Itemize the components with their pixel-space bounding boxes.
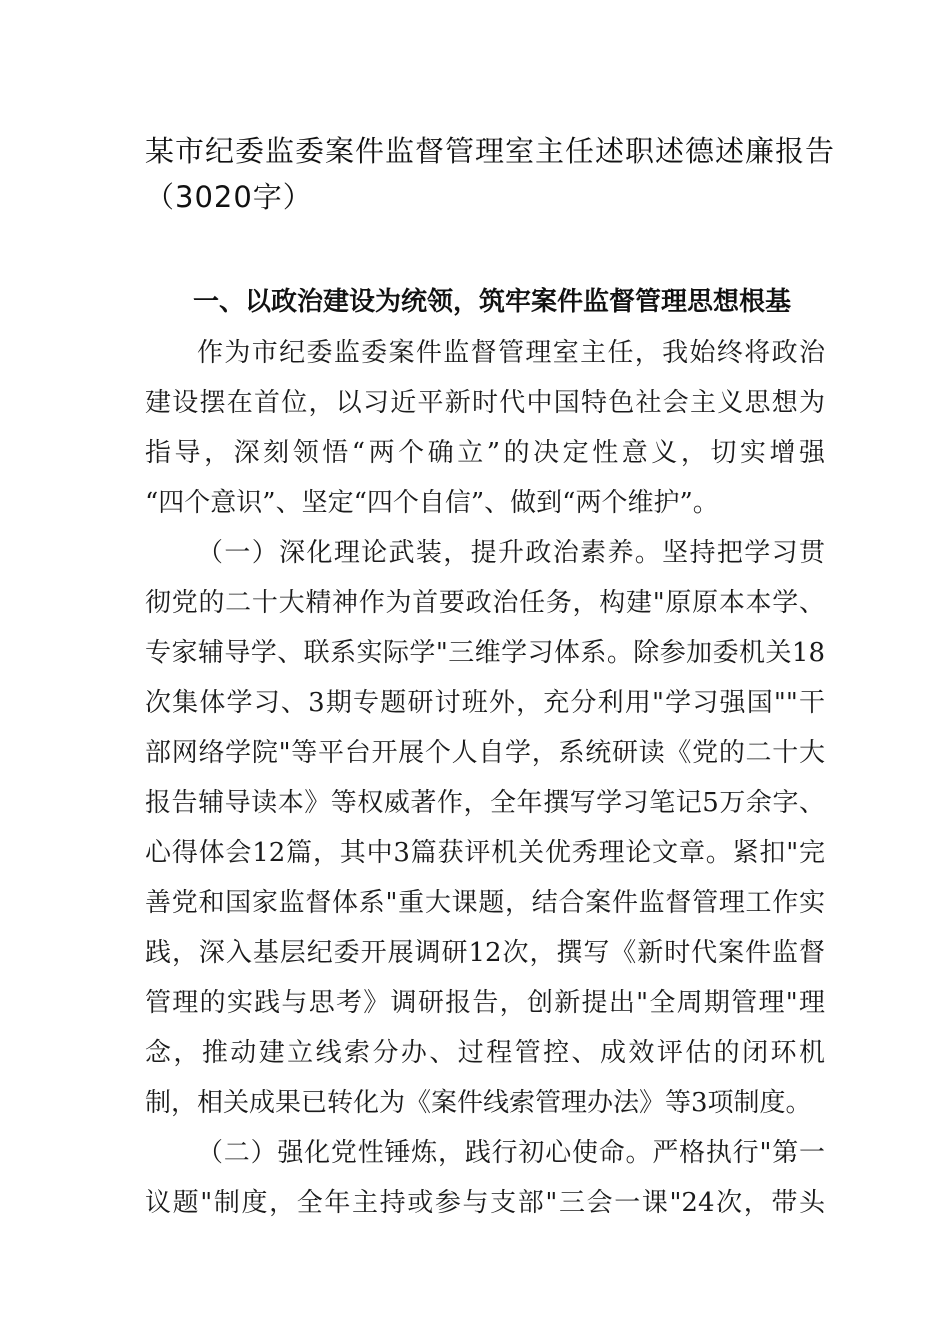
paragraph-3 [145,1128,825,1228]
paragraph-line: 践，深入基层纪委开展调研12次，撰写《新时代案件监督 [145,938,825,968]
paragraph-line: 善党和国家监督体系"重大课题，结合案件监督管理工作实 [145,888,825,918]
paragraph-line: 部网络学院"等平台开展个人自学，系统研读《党的二十大 [145,738,825,768]
paragraph-line: “四个意识”、坚定“四个自信”、做到“两个维护”。 [145,488,719,518]
paragraph-line: 彻党的二十大精神作为首要政治任务，构建"原原本本学、 [145,588,825,618]
paragraph-line: 报告辅导读本》等权威著作，全年撰写学习笔记5万余字、 [145,788,825,818]
paragraph-2 [145,528,825,1128]
paragraph-line: 指导，深刻领悟“两个确立”的决定性意义，切实增强 [145,438,825,468]
paragraph-line: 念，推动建立线索分办、过程管控、成效评估的闭环机 [145,1038,825,1068]
document-title [145,128,836,220]
paragraph-line: 管理的实践与思考》调研报告，创新提出"全周期管理"理 [145,988,825,1018]
section-heading-1: 一、以政治建设为统领，筑牢案件监督管理思想根基 [193,287,792,317]
paragraph-line: 心得体会12篇，其中3篇获评机关优秀理论文章。紧扣"完 [145,838,825,868]
paragraph-line: （一）深化理论武装，提升政治素养。坚持把学习贯 [197,538,825,568]
paragraph-line: 议题"制度，全年主持或参与支部"三会一课"24次，带头 [145,1188,825,1218]
paragraph-line: 建设摆在首位，以习近平新时代中国特色社会主义思想为 [145,388,825,418]
paragraph-line: 作为市纪委监委案件监督管理室主任，我始终将政治 [197,338,825,368]
paragraph-line: 次集体学习、3期专题研讨班外，充分利用"学习强国""干 [145,688,825,718]
title-line-1: 某市纪委监委案件监督管理室主任述职述德述廉报告 [145,134,836,168]
paragraph-line: 专家辅导学、联系实际学"三维学习体系。除参加委机关18 [145,638,825,668]
paragraph-1 [145,328,825,528]
title-line-2: （3020字） [145,180,313,214]
paragraph-line: 制，相关成果已转化为《案件线索管理办法》等3项制度。 [145,1088,812,1118]
paragraph-line: （二）强化党性锤炼，践行初心使命。严格执行"第一 [197,1138,825,1168]
